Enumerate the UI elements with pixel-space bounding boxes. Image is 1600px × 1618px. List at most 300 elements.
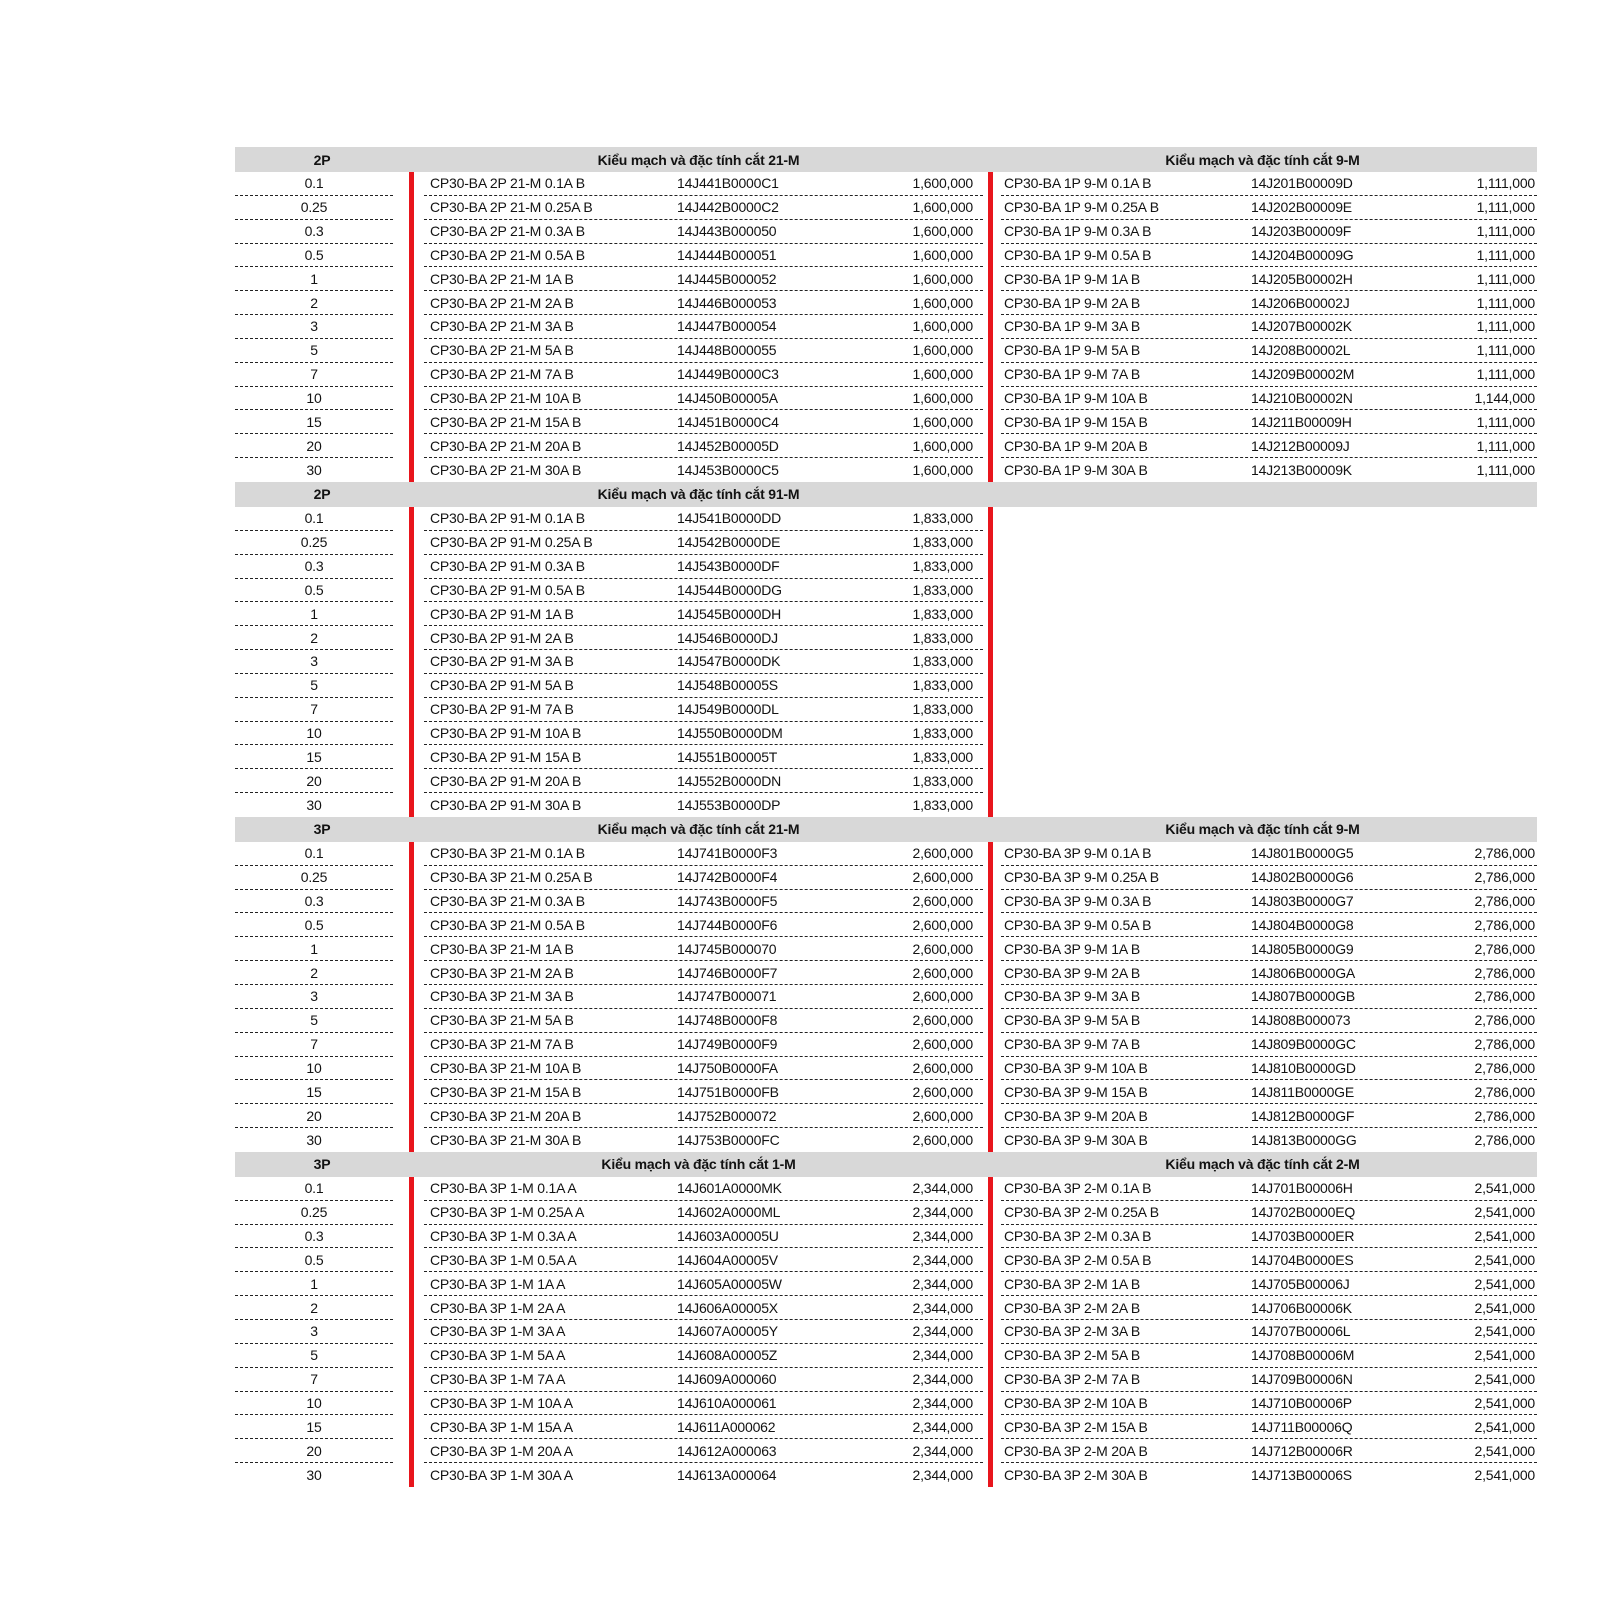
row-cells bbox=[424, 1344, 983, 1368]
left-half bbox=[409, 172, 988, 196]
pole-label: 3P bbox=[313, 1156, 331, 1173]
model-name: CP30-BA 3P 2-M 20A B bbox=[1004, 1442, 1148, 1459]
table-row bbox=[235, 1463, 1537, 1487]
right-half bbox=[988, 1080, 1537, 1104]
row-cells bbox=[424, 1296, 983, 1320]
model-name: CP30-BA 3P 21-M 3A B bbox=[430, 988, 574, 1005]
table-row bbox=[235, 1415, 1537, 1439]
amp-cell bbox=[235, 434, 409, 458]
row-cells bbox=[1001, 722, 1537, 746]
row-cells bbox=[1001, 1439, 1537, 1463]
amp-value: 10 bbox=[235, 722, 393, 746]
row-cells bbox=[424, 434, 983, 458]
left-half bbox=[409, 1248, 988, 1272]
model-name: CP30-BA 1P 9-M 7A B bbox=[1004, 366, 1141, 383]
part-code: 14J541B0000DD bbox=[677, 510, 782, 527]
amp-value: 20 bbox=[235, 1439, 393, 1463]
part-code: 14J204B00009G bbox=[1251, 246, 1354, 263]
part-code: 14J701B00006H bbox=[1251, 1180, 1353, 1197]
amp-cell bbox=[235, 1080, 409, 1104]
part-code: 14J552B0000DN bbox=[677, 772, 782, 789]
part-code: 14J752B000072 bbox=[677, 1107, 777, 1124]
part-code: 14J707B00006L bbox=[1251, 1323, 1351, 1340]
row-cells bbox=[1001, 315, 1537, 339]
table-row bbox=[235, 1439, 1537, 1463]
amp-cell bbox=[235, 913, 409, 937]
price: 2,344,000 bbox=[912, 1275, 973, 1292]
part-code: 14J213B00009K bbox=[1251, 462, 1352, 479]
left-half bbox=[409, 1320, 988, 1344]
part-code: 14J202B00009E bbox=[1251, 199, 1352, 216]
amp-cell bbox=[235, 793, 409, 817]
row-cells bbox=[1001, 1033, 1537, 1057]
part-code: 14J804B0000G8 bbox=[1251, 916, 1354, 933]
left-half bbox=[409, 410, 988, 434]
price: 1,111,000 bbox=[1476, 342, 1535, 359]
model-name: CP30-BA 3P 21-M 5A B bbox=[430, 1012, 574, 1029]
price: 2,541,000 bbox=[1474, 1251, 1535, 1268]
amp-value: 2 bbox=[235, 291, 393, 315]
model-name: CP30-BA 2P 91-M 30A B bbox=[430, 797, 582, 814]
model-name: CP30-BA 3P 21-M 15A B bbox=[430, 1083, 582, 1100]
price: 2,344,000 bbox=[912, 1466, 973, 1483]
model-name: CP30-BA 3P 9-M 10A B bbox=[1004, 1059, 1148, 1076]
amp-cell bbox=[235, 267, 409, 291]
part-code: 14J753B0000FC bbox=[677, 1131, 780, 1148]
part-code: 14J709B00006N bbox=[1251, 1371, 1353, 1388]
left-half bbox=[409, 220, 988, 244]
amp-value: 0.25 bbox=[235, 866, 393, 890]
part-code: 14J451B0000C4 bbox=[677, 413, 779, 430]
table-row bbox=[235, 961, 1537, 985]
price: 1,833,000 bbox=[912, 653, 973, 670]
model-name: CP30-BA 3P 9-M 20A B bbox=[1004, 1107, 1148, 1124]
price: 2,600,000 bbox=[912, 893, 973, 910]
part-code: 14J604A00005V bbox=[677, 1251, 778, 1268]
amp-value: 15 bbox=[235, 745, 393, 769]
table-row bbox=[235, 626, 1537, 650]
left-half bbox=[409, 1392, 988, 1416]
row-cells bbox=[424, 458, 983, 482]
row-cells bbox=[424, 339, 983, 363]
price: 1,600,000 bbox=[912, 413, 973, 430]
model-name: CP30-BA 2P 91-M 15A B bbox=[430, 748, 582, 765]
right-half bbox=[988, 1057, 1537, 1081]
left-half bbox=[409, 913, 988, 937]
part-code: 14J702B0000EQ bbox=[1251, 1204, 1356, 1221]
model-name: CP30-BA 2P 21-M 20A B bbox=[430, 437, 582, 454]
part-code: 14J543B0000DF bbox=[677, 558, 780, 575]
amp-value: 0.3 bbox=[235, 555, 393, 579]
amp-cell bbox=[235, 315, 409, 339]
table-row bbox=[235, 769, 1537, 793]
row-cells bbox=[1001, 1057, 1537, 1081]
price: 2,541,000 bbox=[1474, 1204, 1535, 1221]
row-cells bbox=[424, 1272, 983, 1296]
model-name: CP30-BA 3P 2-M 1A B bbox=[1004, 1275, 1141, 1292]
table-row bbox=[235, 674, 1537, 698]
amp-cell bbox=[235, 842, 409, 866]
amp-cell bbox=[235, 555, 409, 579]
amp-value: 7 bbox=[235, 698, 393, 722]
price: 2,344,000 bbox=[912, 1251, 973, 1268]
left-half bbox=[409, 363, 988, 387]
row-cells bbox=[1001, 410, 1537, 434]
model-name: CP30-BA 1P 9-M 30A B bbox=[1004, 462, 1148, 479]
right-half bbox=[988, 434, 1537, 458]
row-cells bbox=[1001, 458, 1537, 482]
model-name: CP30-BA 3P 1-M 0.25A A bbox=[430, 1204, 585, 1221]
price: 2,600,000 bbox=[912, 1107, 973, 1124]
right-half bbox=[988, 1033, 1537, 1057]
left-half bbox=[409, 866, 988, 890]
part-code: 14J711B00006Q bbox=[1251, 1418, 1353, 1435]
row-cells bbox=[1001, 1009, 1537, 1033]
amp-value: 0.3 bbox=[235, 890, 393, 914]
table-row bbox=[235, 339, 1537, 363]
table-row bbox=[235, 1296, 1537, 1320]
price: 2,600,000 bbox=[912, 1036, 973, 1053]
row-cells bbox=[424, 291, 983, 315]
section-header-row bbox=[235, 147, 1537, 172]
price: 2,786,000 bbox=[1474, 1131, 1535, 1148]
row-cells bbox=[1001, 434, 1537, 458]
left-half bbox=[409, 1080, 988, 1104]
part-code: 14J547B0000DK bbox=[677, 653, 781, 670]
amp-value: 1 bbox=[235, 937, 393, 961]
part-code: 14J811B0000GE bbox=[1251, 1083, 1355, 1100]
table-row bbox=[235, 1272, 1537, 1296]
part-code: 14J545B0000DH bbox=[677, 605, 782, 622]
amp-value: 3 bbox=[235, 315, 393, 339]
part-code: 14J803B0000G7 bbox=[1251, 893, 1354, 910]
left-half bbox=[409, 315, 988, 339]
row-cells bbox=[424, 937, 983, 961]
part-code: 14J809B0000GC bbox=[1251, 1036, 1356, 1053]
row-cells bbox=[424, 1463, 983, 1487]
amp-cell bbox=[235, 650, 409, 674]
part-code: 14J209B00002M bbox=[1251, 366, 1355, 383]
amp-cell bbox=[235, 172, 409, 196]
left-header: Kiểu mạch và đặc tính cắt 1-M bbox=[601, 1156, 796, 1173]
row-cells bbox=[424, 769, 983, 793]
right-half bbox=[988, 698, 1537, 722]
part-code: 14J610A000061 bbox=[677, 1394, 777, 1411]
right-half bbox=[988, 1296, 1537, 1320]
price: 1,600,000 bbox=[912, 318, 973, 335]
right-half bbox=[988, 626, 1537, 650]
section bbox=[235, 1152, 1537, 1487]
table-row bbox=[235, 1320, 1537, 1344]
amp-cell bbox=[235, 698, 409, 722]
pole-label: 3P bbox=[313, 821, 331, 838]
amp-cell bbox=[235, 1057, 409, 1081]
amp-value: 30 bbox=[306, 797, 322, 814]
part-code: 14J549B0000DL bbox=[677, 701, 779, 718]
row-cells bbox=[1001, 291, 1537, 315]
row-cells bbox=[424, 1439, 983, 1463]
row-cells bbox=[424, 387, 983, 411]
amp-value: 0.5 bbox=[235, 244, 393, 268]
left-half bbox=[409, 1344, 988, 1368]
price: 1,600,000 bbox=[912, 462, 973, 479]
table-row bbox=[235, 291, 1537, 315]
amp-value: 7 bbox=[235, 1368, 393, 1392]
model-name: CP30-BA 3P 1-M 0.1A A bbox=[430, 1180, 577, 1197]
price: 1,111,000 bbox=[1476, 199, 1535, 216]
row-cells bbox=[424, 267, 983, 291]
left-half bbox=[409, 339, 988, 363]
part-code: 14J606A00005X bbox=[677, 1299, 778, 1316]
amp-value: 20 bbox=[235, 434, 393, 458]
right-half bbox=[988, 602, 1537, 626]
right-half bbox=[988, 866, 1537, 890]
amp-cell bbox=[235, 1392, 409, 1416]
table-row bbox=[235, 267, 1537, 291]
row-cells bbox=[1001, 267, 1537, 291]
amp-cell bbox=[235, 1320, 409, 1344]
amp-value: 30 bbox=[306, 462, 322, 479]
row-cells bbox=[1001, 1104, 1537, 1128]
table-row bbox=[235, 1248, 1537, 1272]
section bbox=[235, 817, 1537, 1152]
model-name: CP30-BA 3P 9-M 0.25A B bbox=[1004, 869, 1159, 886]
right-half bbox=[988, 244, 1537, 268]
right-half bbox=[988, 363, 1537, 387]
part-code: 14J611A000062 bbox=[677, 1418, 776, 1435]
model-name: CP30-BA 3P 2-M 10A B bbox=[1004, 1394, 1148, 1411]
model-name: CP30-BA 3P 21-M 2A B bbox=[430, 964, 574, 981]
row-cells bbox=[424, 842, 983, 866]
left-half bbox=[409, 937, 988, 961]
model-name: CP30-BA 2P 21-M 0.1A B bbox=[430, 175, 585, 192]
section bbox=[235, 147, 1537, 482]
amp-cell bbox=[235, 339, 409, 363]
part-code: 14J445B000052 bbox=[677, 270, 777, 287]
left-half bbox=[409, 387, 988, 411]
price: 2,344,000 bbox=[912, 1442, 973, 1459]
part-code: 14J551B00005T bbox=[677, 748, 778, 765]
model-name: CP30-BA 3P 1-M 5A A bbox=[430, 1347, 566, 1364]
model-name: CP30-BA 2P 91-M 0.25A B bbox=[430, 534, 593, 551]
amp-value: 15 bbox=[235, 410, 393, 434]
left-header: Kiểu mạch và đặc tính cắt 21-M bbox=[597, 821, 800, 838]
part-code: 14J613A000064 bbox=[677, 1466, 777, 1483]
amp-value: 0.25 bbox=[235, 196, 393, 220]
row-cells bbox=[424, 363, 983, 387]
row-cells bbox=[1001, 387, 1537, 411]
row-cells bbox=[1001, 890, 1537, 914]
amp-value: 3 bbox=[235, 1320, 393, 1344]
price: 2,344,000 bbox=[912, 1228, 973, 1245]
amp-cell bbox=[235, 1201, 409, 1225]
amp-cell bbox=[235, 1128, 409, 1152]
row-cells bbox=[1001, 650, 1537, 674]
part-code: 14J548B00005S bbox=[677, 677, 778, 694]
part-code: 14J608A00005Z bbox=[677, 1347, 778, 1364]
part-code: 14J808B000073 bbox=[1251, 1012, 1351, 1029]
amp-cell bbox=[235, 890, 409, 914]
table-row bbox=[235, 698, 1537, 722]
amp-cell bbox=[235, 1104, 409, 1128]
right-half bbox=[988, 387, 1537, 411]
right-half bbox=[988, 1463, 1537, 1487]
left-half bbox=[409, 1009, 988, 1033]
row-cells bbox=[1001, 1248, 1537, 1272]
left-half bbox=[409, 1128, 988, 1152]
model-name: CP30-BA 1P 9-M 10A B bbox=[1004, 390, 1148, 407]
model-name: CP30-BA 1P 9-M 5A B bbox=[1004, 342, 1141, 359]
model-name: CP30-BA 3P 1-M 15A A bbox=[430, 1418, 573, 1435]
table-row bbox=[235, 507, 1537, 531]
amp-cell bbox=[235, 1368, 409, 1392]
model-name: CP30-BA 3P 21-M 1A B bbox=[430, 940, 574, 957]
part-code: 14J704B0000ES bbox=[1251, 1251, 1354, 1268]
right-half bbox=[988, 913, 1537, 937]
amp-cell bbox=[235, 531, 409, 555]
row-cells bbox=[424, 1320, 983, 1344]
part-code: 14J603A00005U bbox=[677, 1228, 779, 1245]
model-name: CP30-BA 3P 1-M 10A A bbox=[430, 1394, 573, 1411]
right-half bbox=[988, 267, 1537, 291]
pole-label: 2P bbox=[313, 151, 331, 168]
model-name: CP30-BA 2P 21-M 0.5A B bbox=[430, 246, 585, 263]
left-half bbox=[409, 722, 988, 746]
amp-cell bbox=[235, 1439, 409, 1463]
table-row bbox=[235, 1225, 1537, 1249]
row-cells bbox=[1001, 1320, 1537, 1344]
part-code: 14J544B0000DG bbox=[677, 581, 782, 598]
amp-value: 0.25 bbox=[235, 531, 393, 555]
right-half bbox=[988, 1344, 1537, 1368]
row-cells bbox=[1001, 745, 1537, 769]
row-cells bbox=[424, 650, 983, 674]
price: 1,111,000 bbox=[1476, 413, 1535, 430]
amp-value: 30 bbox=[306, 1466, 322, 1483]
row-cells bbox=[1001, 507, 1537, 531]
part-code: 14J713B00006S bbox=[1251, 1466, 1352, 1483]
right-half bbox=[988, 1368, 1537, 1392]
row-cells bbox=[1001, 1392, 1537, 1416]
table-row bbox=[235, 410, 1537, 434]
part-code: 14J806B0000GA bbox=[1251, 964, 1356, 981]
model-name: CP30-BA 2P 21-M 1A B bbox=[430, 270, 574, 287]
model-name: CP30-BA 1P 9-M 2A B bbox=[1004, 294, 1141, 311]
price: 1,600,000 bbox=[912, 246, 973, 263]
left-half bbox=[409, 1368, 988, 1392]
price: 2,600,000 bbox=[912, 988, 973, 1005]
price: 1,111,000 bbox=[1476, 437, 1535, 454]
price: 2,786,000 bbox=[1474, 988, 1535, 1005]
section-header-row bbox=[235, 817, 1537, 842]
table-row bbox=[235, 1392, 1537, 1416]
right-half bbox=[988, 1104, 1537, 1128]
price: 2,541,000 bbox=[1474, 1180, 1535, 1197]
row-cells bbox=[424, 1248, 983, 1272]
amp-cell bbox=[235, 602, 409, 626]
row-cells bbox=[1001, 793, 1537, 817]
table-row bbox=[235, 1177, 1537, 1201]
model-name: CP30-BA 3P 1-M 7A A bbox=[430, 1371, 566, 1388]
section-header-row bbox=[235, 1152, 1537, 1177]
part-code: 14J601A0000MK bbox=[677, 1180, 782, 1197]
price: 1,833,000 bbox=[912, 534, 973, 551]
table-row bbox=[235, 458, 1537, 482]
row-cells bbox=[424, 220, 983, 244]
amp-value: 10 bbox=[235, 1392, 393, 1416]
model-name: CP30-BA 3P 2-M 0.1A B bbox=[1004, 1180, 1152, 1197]
row-cells bbox=[424, 196, 983, 220]
model-name: CP30-BA 3P 21-M 0.25A B bbox=[430, 869, 593, 886]
model-name: CP30-BA 2P 91-M 2A B bbox=[430, 629, 574, 646]
table-row bbox=[235, 555, 1537, 579]
table-row bbox=[235, 1009, 1537, 1033]
price: 1,600,000 bbox=[912, 294, 973, 311]
model-name: CP30-BA 2P 91-M 1A B bbox=[430, 605, 574, 622]
model-name: CP30-BA 2P 91-M 20A B bbox=[430, 772, 582, 789]
price: 1,833,000 bbox=[912, 605, 973, 622]
left-half bbox=[409, 1225, 988, 1249]
price: 2,344,000 bbox=[912, 1347, 973, 1364]
model-name: CP30-BA 3P 2-M 15A B bbox=[1004, 1418, 1148, 1435]
row-cells bbox=[1001, 1080, 1537, 1104]
right-half bbox=[988, 291, 1537, 315]
row-cells bbox=[424, 1392, 983, 1416]
table-row bbox=[235, 244, 1537, 268]
price: 1,600,000 bbox=[912, 270, 973, 287]
price: 1,833,000 bbox=[912, 677, 973, 694]
amp-value: 0.5 bbox=[235, 579, 393, 603]
right-half bbox=[988, 793, 1537, 817]
right-half bbox=[988, 1248, 1537, 1272]
amp-value: 7 bbox=[235, 1033, 393, 1057]
table-row bbox=[235, 1344, 1537, 1368]
row-cells bbox=[424, 1104, 983, 1128]
section-header-row bbox=[235, 482, 1537, 507]
right-half bbox=[988, 961, 1537, 985]
row-cells bbox=[1001, 626, 1537, 650]
row-cells bbox=[1001, 674, 1537, 698]
left-half bbox=[409, 1463, 988, 1487]
row-cells bbox=[1001, 1463, 1537, 1487]
part-code: 14J206B00002J bbox=[1251, 294, 1350, 311]
part-code: 14J813B0000GG bbox=[1251, 1131, 1357, 1148]
price: 2,541,000 bbox=[1474, 1347, 1535, 1364]
left-half bbox=[409, 1415, 988, 1439]
model-name: CP30-BA 3P 2-M 2A B bbox=[1004, 1299, 1141, 1316]
amp-value: 1 bbox=[235, 267, 393, 291]
part-code: 14J703B0000ER bbox=[1251, 1228, 1355, 1245]
row-cells bbox=[1001, 913, 1537, 937]
table-row bbox=[235, 1201, 1537, 1225]
right-half bbox=[988, 1415, 1537, 1439]
part-code: 14J747B000071 bbox=[677, 988, 777, 1005]
table-row bbox=[235, 890, 1537, 914]
price: 2,786,000 bbox=[1474, 893, 1535, 910]
table-row bbox=[235, 363, 1537, 387]
row-cells bbox=[424, 890, 983, 914]
table-row bbox=[235, 387, 1537, 411]
amp-cell bbox=[235, 363, 409, 387]
part-code: 14J449B0000C3 bbox=[677, 366, 779, 383]
model-name: CP30-BA 3P 2-M 7A B bbox=[1004, 1371, 1141, 1388]
left-half bbox=[409, 1104, 988, 1128]
model-name: CP30-BA 2P 91-M 3A B bbox=[430, 653, 574, 670]
part-code: 14J609A000060 bbox=[677, 1371, 777, 1388]
price: 1,833,000 bbox=[912, 797, 973, 814]
left-half bbox=[409, 890, 988, 914]
part-code: 14J746B0000F7 bbox=[677, 964, 778, 981]
